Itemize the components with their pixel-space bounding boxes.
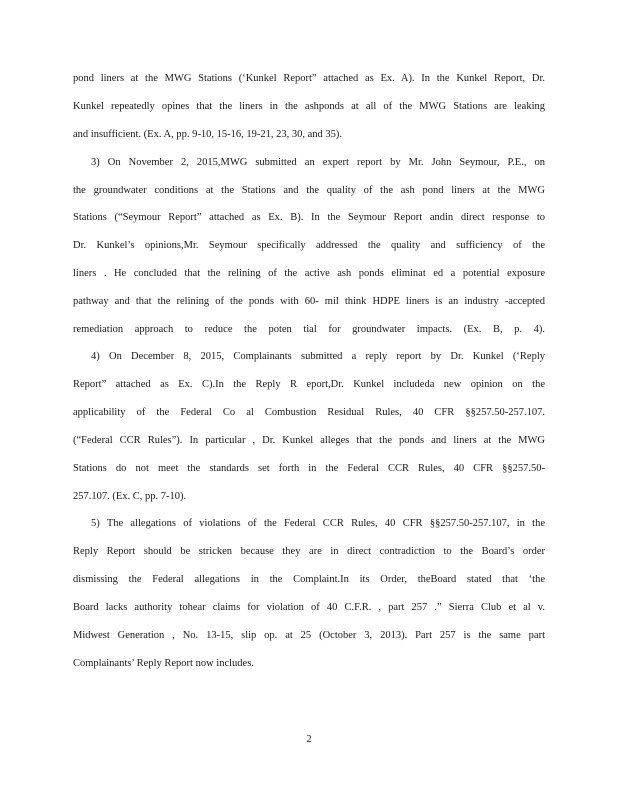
paragraph-4-first-line: 4) On December 8, 2015, Complainants submitted a reply report by Dr. Kunkel (‘Reply	[91, 351, 545, 362]
body-text-line: Reply Report should be stricken because they are in direct contradiction to the Board’s order	[73, 546, 545, 557]
paragraph-5-first-line: 5) The allegations of violations of the Federal CCR Rules, 40 CFR §§257.50-257.107, in the	[91, 518, 545, 529]
body-text-line: Report” attached as Ex. C).In the Reply R eport,Dr. Kunkel includeda new opinion on the	[73, 379, 545, 390]
body-text-line: pathway and that the relining of the ponds with 60- mil think HDPE liners is an industry -accepted	[73, 296, 545, 307]
body-text-line: Midwest Generation , No. 13-15, slip op. at 25 (October 3, 2013). Part 257 is the same part	[73, 630, 545, 641]
body-text-line: and insufficient. (Ex. A, pp. 9-10, 15-16, 19-21, 23, 30, and 35).	[73, 129, 342, 140]
body-text-line: Board lacks authority tohear claims for violation of 40 C.F.R. , part 257 .” Sierra Club et al v.	[73, 602, 545, 613]
body-text-line: pond liners at the MWG Stations (‘Kunkel Report” attached as Ex. A). In the Kunkel Report, Dr.	[73, 73, 545, 84]
body-text-line: Stations do not meet the standards set forth in the Federal CCR Rules, 40 CFR §§257.50-	[73, 463, 545, 474]
paragraph-3-first-line: 3) On November 2, 2015,MWG submitted an expert report by Mr. John Seymour, P.E., on	[91, 157, 545, 168]
body-text-line: (“Federal CCR Rules”). In particular , Dr. Kunkel alleges that the ponds and liners at the MWG	[73, 435, 545, 446]
page-number: 2	[306, 734, 312, 745]
body-text-line: applicability of the Federal Co al Combustion Residual Rules, 40 CFR §§257.50-257.107.	[73, 407, 545, 418]
body-text-line: 257.107. (Ex. C, pp. 7-10).	[73, 491, 187, 502]
body-text-line: Kunkel repeatedly opines that the liners in the ashponds at all of the MWG Stations are leaking	[73, 101, 545, 112]
body-text-line: liners . He concluded that the relining of the active ash ponds eliminat ed a potential exposure	[73, 268, 545, 279]
body-text-line: dismissing the Federal allegations in the Complaint.In its Order, theBoard stated that ‘the	[73, 574, 545, 585]
body-text-line: Complainants’ Reply Report now includes.	[73, 658, 254, 669]
body-text-line: Dr. Kunkel’s opinions,Mr. Seymour specifically addressed the quality and sufficiency of the	[73, 240, 545, 251]
body-text-line: Stations (“Seymour Report” attached as Ex. B). In the Seymour Report andin direct response to	[73, 212, 545, 223]
body-text-line: the groundwater conditions at the Stations and the quality of the ash pond liners at the MWG	[73, 185, 545, 196]
body-text-line: remediation approach to reduce the poten tial for groundwater impacts. (Ex. B, p. 4).	[73, 324, 545, 335]
